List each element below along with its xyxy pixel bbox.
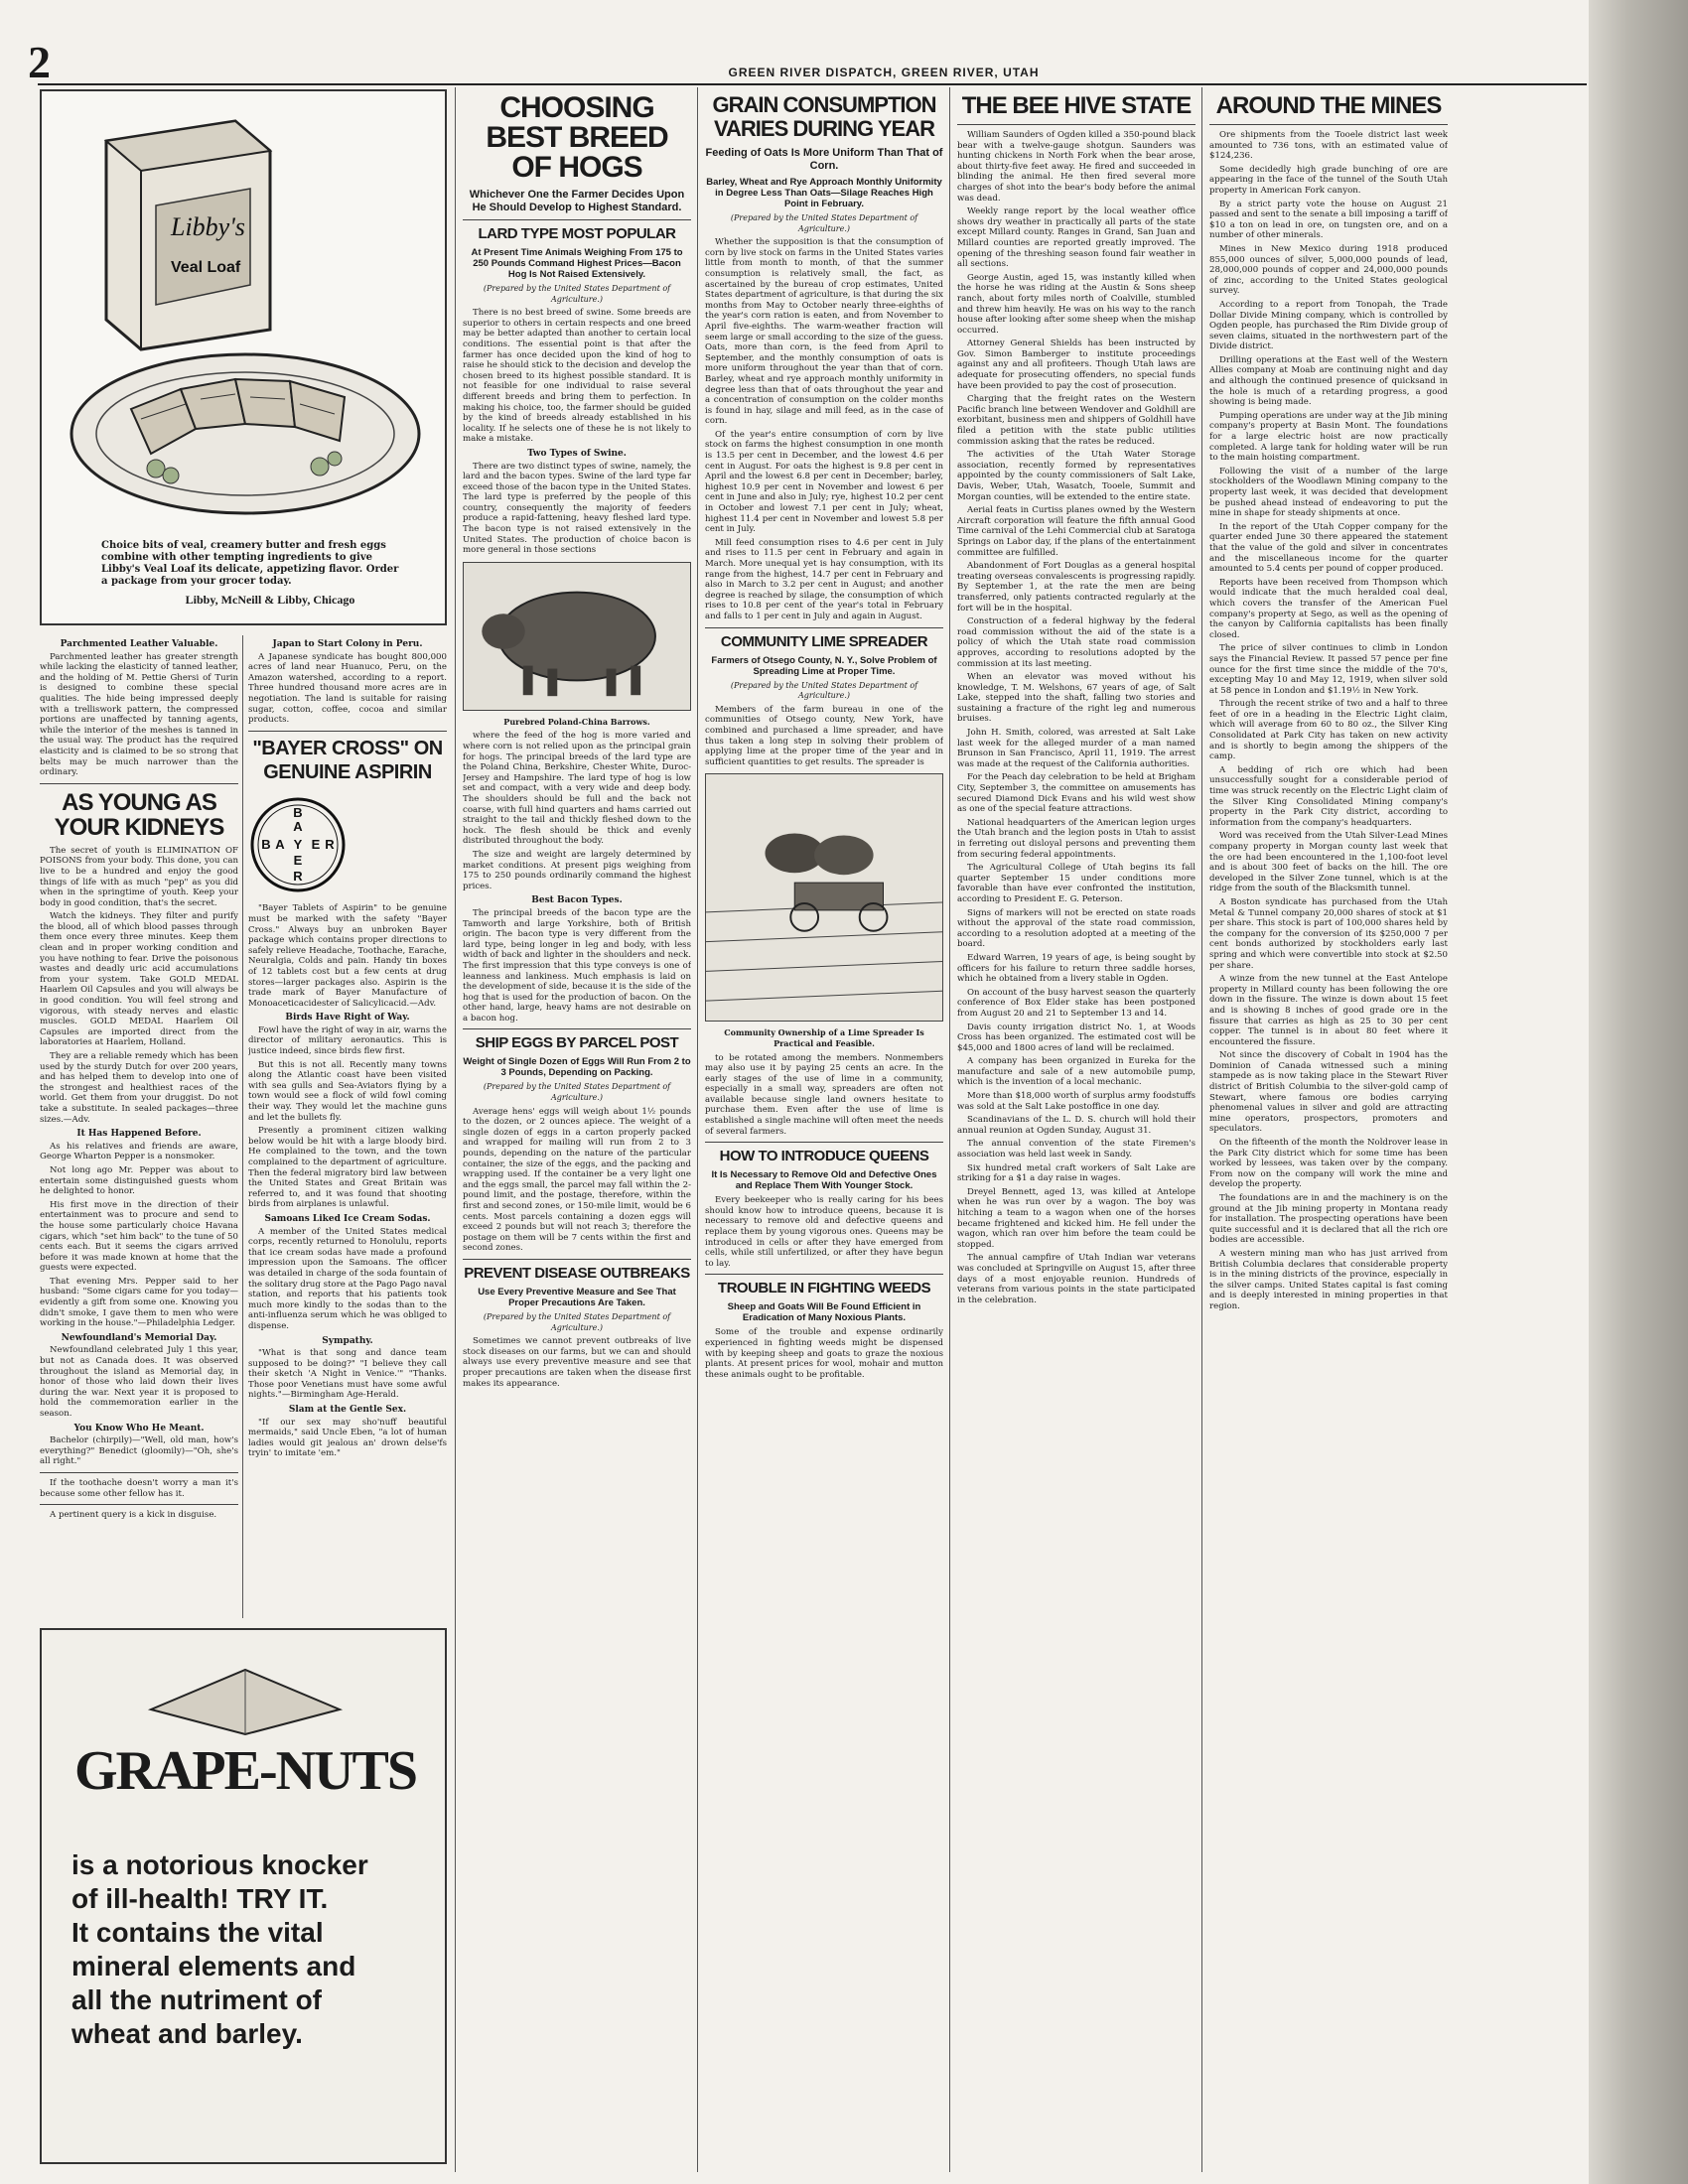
mines-item: Pumping operations are under way at the Jib mining company's property at Basin Mont. The foundations for a large electric hoist are now practically completed. A large tank for holding water will be run to the main hoisting compartment. — [1209, 410, 1448, 464]
disease-text: Sometimes we cannot prevent outbreaks of live stock diseases on our farms, but we can and should always use every preventive measure and see that proper precautions are taken when the disease first makes its appearance. — [463, 1336, 691, 1389]
grape-line-1: is a notorious knocker — [71, 1849, 368, 1880]
veal-loaf-plate-illustration — [62, 310, 429, 528]
mines-item: Not since the discovery of Cobalt in 1904 has the Dominion of Canada witnessed such a mining stampede as is now taking place in the Stewart River district of British Columbia to the silver-gold camp of Stewart, where famous ore bodies carrying phenomenal values in silver and gold are attracting mine operators, prospectors, promoters and speculators. — [1209, 1050, 1448, 1135]
beehive-item: John H. Smith, colored, was arrested at Salt Lake last week for the alleged murder of a man named Brunson in San Francisco, April 11, 1919. The arrest was made at the request of the California authorities. — [957, 728, 1196, 769]
page-number: 2 — [28, 37, 51, 87]
beehive-item: National headquarters of the American legion urges the Utah branch and the legion posts in Utah to assist in ferreting out disloyal persons and preventing them from securing federal appointments. — [957, 817, 1196, 860]
queens-headline: HOW TO INTRODUCE QUEENS — [719, 1148, 929, 1165]
grape-line-6: wheat and barley. — [71, 2018, 303, 2049]
weeds-headline: TROUBLE IN FIGHTING WEEDS — [717, 1280, 931, 1297]
newfoundland-head: Newfoundland's Memorial Day. — [61, 1332, 217, 1343]
beehive-item: Edward Warren, 19 years of age, is being sought by officers for his failure to return three saddle horses, which he obtained from a livery stable in Ogden. — [957, 952, 1196, 985]
mines-item: Mines in New Mexico during 1918 produced 855,000 ounces of silver, 5,000,000 pounds of lead, 28,000,000 pounds of copper and 24,000,000 pounds of zinc, according to the United States geological survey. — [1209, 243, 1448, 297]
happened-p2: Not long ago Mr. Pepper was about to entertain some distinguished guests whom he delighted to honor. — [40, 1164, 238, 1197]
column-rule — [1201, 87, 1202, 2172]
mines-item: The foundations are in and the machinery is on the ground at the Jib mining property in Montana ready for installation. The prospecting operations have been quite successful and it is declared that all the rich ore bodies are accessible. — [1209, 1193, 1448, 1246]
beehive-item: Dreyel Bennett, aged 13, was killed at Antelope when he was run over by a wagon. The boy was hitching a team to a wagon when one of the horses became frightened and kicked him. He fell under the wagon, which ran over him before the team could be stopped. — [957, 1186, 1196, 1250]
grape-nuts-copy — [71, 1848, 429, 2051]
beehive-item: When an elevator was moved without his knowledge, T. M. Welshons, 67 years of age, of Salt Lake, stepped into the shaft, falling two stories and sustaining a fracture of the right leg and numerous bruises. — [957, 672, 1196, 725]
disease-headline: PREVENT DISEASE OUTBREAKS — [464, 1264, 690, 1282]
weeds-text: Some of the trouble and expense ordinarily experienced in fighting weeds might be dispensed with by keeping sheep and goats to graze the noxious plants. At present prices for wool, mohair and mutton these animals ought to be profitable. — [705, 1327, 943, 1380]
lime-subhead: Farmers of Otsego County, N. Y., Solve Problem of Spreading Lime at Proper Time. — [711, 654, 937, 677]
eggs-subhead: Weight of Single Dozen of Eggs Will Run From 2 to 3 Pounds, Depending on Packing. — [463, 1056, 691, 1079]
beehive-item: The annual convention of the state Firemen's association was held last week in Sandy. — [957, 1139, 1196, 1160]
kidneys-p1: The secret of youth is ELIMINATION OF POISONS from your body. This done, you can live to be a hundred and enjoy the good things of life with as much "pep" as you did when in the springtime of youth. Keep your body in good condition, that's the secret. — [40, 845, 238, 908]
grape-line-4: mineral elements and — [71, 1951, 356, 1981]
usda-credit: (Prepared by the United States Department of Agriculture.) — [730, 213, 918, 233]
usda-credit: (Prepared by the United States Department of Agriculture.) — [483, 1311, 671, 1332]
beehive-item: A company has been organized in Eureka for the manufacture and sale of a new automobile pump, which is the invention of a local mechanic. — [957, 1056, 1196, 1088]
pig-illustration — [463, 562, 691, 711]
newfoundland-text: Newfoundland celebrated July 1 this year, but not as Canada does. It was observed throughout the island as Memorial day, in honor of those who laid down their lives during the war. Next year it is proposed to hold the commemoration earlier in the season. — [40, 1345, 238, 1419]
mines-item: By a strict party vote the house on August 21 passed and sent to the senate a bill imposing a tariff of $10 a ton on lead in ore, on tungsten ore, and on a number of other minerals. — [1209, 199, 1448, 241]
bayer-text: "Bayer Tablets of Aspirin" to be genuine must be marked with the safety "Bayer Cross." Always buy an unbroken Bayer package which contains proper directions to safely relieve Headache, Toothache, Earache, Neuralgia, Colds and pain. Handy tin boxes of 12 tablets cost but a few cents at drug stores—larger packages also. Aspirin is the trade mark of Bayer Manufacture of Monoaceticacidester of Salicylicacid.—Adv. — [248, 903, 447, 1009]
beehive-item: The activities of the Utah Water Storage association, recently formed by representatives appointed by the county commissioners of Salt Lake, Davis, Weber, Utah, Wasatch, Tooele, Summit and Morgan counties, will be extended to the entire state. — [957, 450, 1196, 502]
svg-text:A: A — [275, 836, 285, 852]
bayer-logo-y: Y — [293, 836, 303, 852]
column-rule — [697, 87, 698, 2172]
usda-credit: (Prepared by the United States Department of Agriculture.) — [730, 680, 918, 701]
beehive-item: William Saunders of Ogden killed a 350-pound black bear with a twelve-gauge shotgun. Saunders was hunting chickens in North Fork when the bear arose, about thirty-five feet away. He fired and succeeded in blinding the animal. He then fired several more charges of shot into the bear's body before the animal was dead. — [957, 130, 1196, 204]
mines-item: Some decidedly high grade bunching of ore are appearing in the face of the tunnel of the South Utah property in American Fork canyon. — [1209, 164, 1448, 196]
grain-headline: GRAIN CONSUMPTION VARIES DURING YEAR — [712, 92, 936, 141]
mines-item: Word was received from the Utah Silver-Lead Mines company property in Morgan county last week that the ore had been encountered in the 1,100-foot level and is about 300 feet of backs on the hill. The ore developed in the Silver Zone tunnel, which is at the ridge from the south of the Blacksmith tunnel. — [1209, 831, 1448, 894]
column-rule — [949, 87, 950, 2172]
mines-item: On the fifteenth of the month the Noldrover lease in the Park City district which for some time has been worked by lessees, was taken over by the company. From now on the company will work the mine and develop the property. — [1209, 1138, 1448, 1190]
samoans-text: A member of the United States medical corps, recently returned to Honolulu, reports that ice cream sodas have made a profound impression upon the Samoans. The officer was detailed in charge of the soda fountain of the solitary drug store at the Pago Pago naval station, and reports that his patients took much more kindly to the sodas than to the anti-influenza serum which he was obliged to dispense. — [248, 1226, 447, 1331]
column-6 — [1209, 87, 1448, 2172]
mines-item: Ore shipments from the Tooele district last week amounted to 736 tons, with an estimated value of $124,236. — [1209, 130, 1448, 162]
bayer-headline: "BAYER CROSS" ON GENUINE ASPIRIN — [252, 737, 443, 783]
libby-caption: Choice bits of veal, creamery butter and fresh eggs combine with other tempting ingredients to give Libby's Veal Loaf its delicate, appetizing flavor. Order a package from your grocer today. — [101, 540, 399, 587]
weeds-subhead: Sheep and Goats Will Be Found Efficient in Eradication of Many Noxious Plants. — [727, 1301, 921, 1324]
beehive-item: Weekly range report by the local weather office shows dry weather in practically all parts of the state except Millard county. Ranges in Grand, San Juan and Millard counties are reported greatly improved. The opening of the threshing season found fair weather in all sections. — [957, 206, 1196, 270]
grape-line-3: It contains the vital — [71, 1917, 324, 1948]
grain-p2: Of the year's entire consumption of corn by live stock on farms the highest consumption in one month is 13.5 per cent in December, and the lowest 4.6 per cent in August. For oats the highest is 9.8 per cent in April and the lowest 6.8 per cent in December; barley, highest 10.9 per cent in November and lowest 6 per cent in June and also in July; rye, highest 10.2 per cent in October and lowest 7.1 per cent in July; wheat, highest 11.4 per cent in November and lowest 5.8 per cent in July. — [705, 429, 943, 535]
mines-item: Drilling operations at the East well of the Western Allies company at Moab are continuing night and day and although the continued presence of quicksand in the hole is much of a retarding progress, a good showing is being made. — [1209, 354, 1448, 408]
meant-head: You Know Who He Meant. — [73, 1423, 205, 1433]
hogs-p1: There is no best breed of swine. Some breeds are superior to others in certain respects and one breed may be better adapted than another to certain local conditions. The essential point is that after the farmer has once decided upon the kind of hog to raise he should stick to the decision and develop the chosen breed to its highest possible standard. It is not feasible for one individual to raise several different breeds and bring them to perfection. In making his choice, too, the farmer should be guided by the kind of breeds already established in his locality. If he selects one of these he is not likely to make a mistake. — [463, 308, 691, 445]
japan-text: A Japanese syndicate has bought 800,000 acres of land near Huanuco, Peru, on the Amazon watershed, according to a report. Three hundred thousand more acres are in negotiation. The land is suitable for raising sugar, cotton, coffee, cocoa and similar products. — [248, 651, 447, 726]
beehive-item: Abandonment of Fort Douglas as a general hospital treating overseas convalescents is progressing rapidly. By September 1, at the rate the men are being transferred, only patients contracted regularly at the fort will be in the hospital. — [957, 561, 1196, 614]
lime-p2: to be rotated among the members. Nonmembers may also use it by paying 25 cents an acre. In the early stages of the use of lime in a community, especially in a small way, spreaders are often not available because single land owners hesitate to purchase them. Even after the use of lime is established a single machine will often meet the needs of several farmers. — [705, 1052, 943, 1137]
beehive-item: The annual campfire of Utah Indian war veterans was concluded at Springville on August 15, after three days of a most enjoyable reunion. Hundreds of veterans from various points in the state participated in the celebration. — [957, 1253, 1196, 1305]
pig-caption: Purebred Poland-China Barrows. — [503, 716, 650, 727]
column-rule — [455, 87, 456, 2172]
column-1 — [40, 635, 238, 1618]
beehive-item: On account of the busy harvest season the quarterly conference of Box Elder stake has been postponed from August 20 and 21 to September 13 and 14. — [957, 987, 1196, 1019]
beehive-item: Charging that the freight rates on the Western Pacific branch line between Wendover and Goldhill are exorbitant, business men and shippers of Goldhill have filed a petition with the state public utilities commission asking that the rates be reduced. — [957, 394, 1196, 447]
beehive-item: For the Peach day celebration to be held at Brigham City, September 3, the committee on amusements has secured Diamond Dick Evans and his wild west show as one of the special feature attractions. — [957, 772, 1196, 815]
grape-line-5: all the nutriment of — [71, 1984, 322, 2015]
column-4 — [705, 87, 943, 2172]
kidneys-headline: AS YOUNG AS YOUR KIDNEYS — [54, 788, 224, 841]
disease-subhead: Use Every Preventive Measure and See That Proper Precautions Are Taken. — [478, 1286, 676, 1308]
grape-nuts-title: GRAPE-NUTS — [73, 1740, 417, 1802]
slam-head: Slam at the Gentle Sex. — [288, 1405, 407, 1416]
lime-spreader-illustration — [705, 773, 943, 1022]
beehive-item: Scandinavians of the L. D. S. church will hold their annual reunion at Ogden Sunday, August 31. — [957, 1115, 1196, 1136]
beehive-item: Attorney General Shields has been instructed by Gov. Simon Bamberger to institute proceedings against any and all profiteers. Though Utah laws are adequate for prosecuting offenders, no special funds have been provided to pay the cost of prosecution. — [957, 339, 1196, 391]
beehive-item: Davis county irrigation district No. 1, at Woods Cross has been organized. The estimated cost will be $45,000 and 1800 acres of land will be reclaimed. — [957, 1022, 1196, 1053]
hogs-headline: CHOOSING BEST BREED OF HOGS — [486, 91, 668, 184]
grain-p3: Mill feed consumption rises to 4.6 per cent in July and rises to 11.5 per cent in February and again in March. More unequal yet is hay consumption, with its range from the highest, 14.7 per cent in February and also in March to 3.2 per cent in August; and another degree is reached by silage, the consumption of which rises to 10.8 per cent of the year's total in February and falls to 1 per cent in July and again in August. — [705, 537, 943, 621]
svg-text:E: E — [293, 852, 303, 868]
beehive-item: Six hundred metal craft workers of Salt Lake are striking for a $1 a day raise in wages. — [957, 1162, 1196, 1184]
mines-item: Reports have been received from Thompson which would indicate that the much heralded coal deal, which covers the transfer of the American Fuel company's property at Sego, as well as the opening of the canyon by California capitalists has been finally closed. — [1209, 577, 1448, 640]
mines-item: According to a report from Tonopah, the Trade Dollar Divide Mining company, which is controlled by Ogden people, has purchased the Rim Divide group of seven claims, situated in the northwestern part of the Divide district. — [1209, 299, 1448, 352]
happened-p1: As his relatives and friends are aware, George Wharton Pepper is a nonsmoker. — [40, 1141, 238, 1162]
hogs-p5: The principal breeds of the bacon type are the Tamworth and large Yorkshire, both of British origin. The bacon type is very different from the lard type, being longer in leg and body, with less width of back and lighter in the shoulders and neck. The first impression that this type conveys is one of leanness and lankiness. Much emphasis is laid on the development of side, because it is the side of the hog that is used for the production of bacon. On the other hand, large, heavy hams are not desirable on a bacon hog. — [463, 907, 691, 1024]
grape-nuts-ad — [40, 1628, 447, 2164]
grape-nuts-package-illustration — [131, 1650, 359, 1739]
queens-subhead: It Is Necessary to Remove Old and Defective Ones and Replace Them With Younger Stock. — [711, 1169, 937, 1192]
hogs-p3: where the feed of the hog is more varied and where corn is not relied upon as the principal grain for hogs. The principal breeds of the lard type are the Poland China, Berkshire, Chester White, Duroc-Jersey and Hampshire. The lard type of hog is low set and compact, with a very wide and deep body. The shoulders should be full and the back not coarse, with full hind quarters and hams carried out straight to the tail and thickly fleshed down to the hock. The flesh should be thick and evenly distributed throughout the body. — [463, 731, 691, 847]
birds-p2: But this is not all. Recently many towns along the Atlantic coast have been visited with sea gulls and Sea-Aviators flying by a town would see a flock of wild fowl coming their way. They would let the machine guns and let the bullets fly. — [248, 1059, 447, 1123]
leather-text: Parchmented leather has greater strength while lacking the elasticity of tanned leather, and the holding of M. Pettie Ghersi of Turin is designed to combine these special qualities. The hide being impressed deeply with a trelliswork pattern, the compressed portions are unaffected by tanning agents, while the interior of the meshes is tanned in the usual way. The product has the required elasticity and is claimed to be so strong that belts may be much narrower than the ordinary. — [40, 651, 238, 778]
mines-item: A Boston syndicate has purchased from the Utah Metal & Tunnel company 20,000 shares of stock at $1 per share. This stock is part of 100,000 shares held by the company for the conversion of its $250,000 7 per cent bonds authorized by stockholders early last spring and which were convertible into stock at $2.50 per share. — [1209, 896, 1448, 971]
svg-text:A: A — [293, 818, 303, 834]
masthead: GREEN RIVER DISPATCH, GREEN RIVER, UTAH — [728, 66, 1040, 79]
column-5 — [957, 87, 1196, 2172]
grain-p1: Whether the supposition is that the consumption of corn by live stock on farms in the United States varies little from month to month, of that the summer consumption is relatively small, the fact, as ascertained by the bureau of crop estimates, United States department of agriculture, is that during the six months from May to October nearly three-eighths of the year's corn ration is eaten, and from November to April five-eighths. The warm-weather fraction will seem large or small according to the size of the guess. Oats, more than corn, is the feed from April to September, and the monthly consumption of oats is more uniform throughout the year than that of corn. Barley, wheat and rye approach monthly uniformity in degree less than that of oats throughout the year and a concentration of consumption on the colder months is found in hay, silage and mill feed, as in the case of corn. — [705, 237, 943, 427]
libby-ad — [40, 89, 447, 625]
svg-text:B: B — [293, 804, 303, 820]
can-product: Veal Loaf — [171, 259, 241, 276]
sympathy-head: Sympathy. — [322, 1335, 373, 1346]
svg-text:B: B — [261, 836, 271, 852]
query-text: A pertinent query is a kick in disguise. — [50, 1510, 217, 1521]
usda-credit: (Prepared by the United States Department of Agriculture.) — [483, 1082, 671, 1103]
mines-headline: AROUND THE MINES — [1215, 92, 1442, 119]
mines-item: In the report of the Utah Copper company for the quarter ended June 30 there appeared the statement that the value of the gold and silver in concentrates and the miscellaneous income for the quarter amounted to 5.4 cents per pound of copper produced. — [1209, 521, 1448, 575]
column-2 — [248, 635, 447, 1618]
meant-text: Bachelor (chirpily)—"Well, old man, how's everything?" Benedict (gloomily)—"Oh, she's all right." — [40, 1435, 238, 1467]
lime-headline: COMMUNITY LIME SPREADER — [720, 632, 928, 650]
types-head: Two Types of Swine. — [527, 448, 627, 459]
svg-text:R: R — [293, 868, 303, 884]
svg-text:R: R — [325, 836, 335, 852]
beehive-item: George Austin, aged 15, was instantly killed when the horse he was riding at the Austin & Sons sheep ranch, about forty miles north of Coalville, stumbled and threw him heavily. He was on his way to the ranch house after looking after some sheep when the mishap occurred. — [957, 272, 1196, 336]
lard-headline: LARD TYPE MOST POPULAR — [478, 225, 676, 242]
japan-head: Japan to Start Colony in Peru. — [272, 639, 423, 649]
beehive-item: Construction of a federal highway by the federal road commission without the aid of the state is a policy of which the Utah state road commission approves, according to resolutions adopted by the commission at its last meeting. — [957, 616, 1196, 669]
hogs-subhead: Whichever One the Farmer Decides Upon He Should Develop to Highest Standard. — [469, 189, 685, 213]
lime-p1: Members of the farm bureau in one of the communities of Otsego county, New York, have combined and purchased a lime spreader, and have thus taken a long step in solving their problem of applying lime at the proper time of the year and in sufficient quantities to get results. The spreader is — [705, 704, 943, 767]
masthead-rule — [38, 83, 1587, 85]
happened-p3: His first move in the direction of their entertainment was to procure and send to the house some particularly choice Havana cigars, which "set him back" to the tune of 50 cents each. But it seems the cigars arrived before it was made known at home that the guests were expected. — [40, 1199, 238, 1274]
eggs-headline: SHIP EGGS BY PARCEL POST — [475, 1034, 679, 1052]
mines-item: Through the recent strike of two and a half to three feet of ore in a heading in the Electric Light claim, which will average from 60 to 80 oz., the Silver King Consolidated at Park City has taken on new activity and is shortly to begin among the shippers of the camp. — [1209, 699, 1448, 762]
can-brand: Libby's — [171, 212, 245, 241]
lime-caption: Community Ownership of a Lime Spreader Is Practical and Feasible. — [724, 1027, 924, 1048]
beehive-item: Aerial feats in Curtiss planes owned by the Western Aircraft corporation will feature the fifth annual Good Time carnival of the Lehi Commercial club at Saratoga Springs on Labor day, if the plans of the entertainment committee are fulfilled. — [957, 505, 1196, 558]
beehive-item: Signs of markers will not be erected on state roads without the approval of the state road commission, according to a resolution adopted at a meeting of the board. — [957, 907, 1196, 950]
beehive-item: The Agricultural College of Utah begins its fall quarter September 15 under conditions more favorable than have ever confronted the institution, according to President E. G. Peterson. — [957, 863, 1196, 904]
birds-p1: Fowl have the right of way in air, warns the director of military aeronautics. This is justice indeed, since birds flew first. — [248, 1024, 447, 1057]
grain-subhead-2: Barley, Wheat and Rye Approach Monthly Uniformity in Degree Less Than Oats—Silage Reaches High Point in February. — [706, 177, 942, 209]
svg-text:E: E — [311, 836, 321, 852]
beehive-headline: THE BEE HIVE STATE — [961, 92, 1192, 119]
mines-item: Following the visit of a number of the large stockholders of the Woodlawn Mining company to the property last week, it was decided that development be pushed ahead instead of endeavoring to put the mine in shape for steady shipments at once. — [1209, 466, 1448, 519]
column-rule — [242, 635, 243, 1618]
hogs-p2: There are two distinct types of swine, namely, the lard and the bacon types. Swine of the lard type far exceed those of the bacon type in the United States. The lard type is preferred by the people of this country, consequently the majority of feeders produce a rapid-fattening, heavy fleshed lard type. The bacon type is not raised extensively in the United States. The production of choice bacon is more general in those sections — [463, 461, 691, 556]
birds-p3: Presently a prominent citizen walking below would be hit with a large bloody bird. He complained to the town, and the town complained to the department of agriculture. Then the federal migratory bird law between the United States and Great Britain was referred to, and it was found that shooting birds from airplanes is unlawful. — [248, 1126, 447, 1210]
usda-credit: (Prepared by the United States Department of Agriculture.) — [483, 284, 671, 304]
happened-head: It Has Happened Before. — [76, 1129, 202, 1140]
grain-subhead: Feeding of Oats Is More Uniform Than That of Corn. — [705, 147, 943, 172]
mines-item: A bedding of rich ore which had been unsuccessfully sought for a considerable period of time was struck recently on the Electric Light claim of the Silver King Consolidated Mining company's property in the Park City district, according to information from the company's headquarters. — [1209, 764, 1448, 828]
grape-line-2: of ill-health! TRY IT. — [71, 1883, 329, 1914]
beehive-item: More than $18,000 worth of surplus army foodstuffs was sold at the Salt Lake postoffice in one day. — [957, 1091, 1196, 1112]
toothache-text: If the toothache doesn't worry a man it's because some other fellow has it. — [40, 1477, 238, 1499]
lard-subhead: At Present Time Animals Weighing From 175 to 250 Pounds Command Highest Prices—Bacon Hog Is Not Raised Extensively. — [471, 247, 683, 280]
leather-head: Parchmented Leather Valuable. — [60, 639, 218, 649]
birds-head: Birds Have Right of Way. — [285, 1013, 410, 1024]
queens-text: Every beekeeper who is really caring for his bees should know how to introduce queens, because it is necessary to remove old and defective queens and replace them by young vigorous ones. Queens may be introduced in cells or after they have emerged from cells, while still unfertilized, or after they have begun to lay. — [705, 1195, 943, 1269]
mines-item: A winze from the new tunnel at the East Antelope property in Millard county has been following the ore down in the fissure. The winze is down about 15 feet and is showing 8 inches of good grade ore in the fissure that carries as high as 25 to 30 per cent copper. The tunnel is in about 80 feet where it encountered the fissure. — [1209, 974, 1448, 1047]
column-3 — [463, 87, 691, 2172]
sympathy-text: "What is that song and dance team supposed to be doing?" "I believe they call their sketch 'A Night in Venice.'" "Thanks. Those poor Venetians must have some awful nights."—Birmingham Age-Herald. — [248, 1348, 447, 1401]
mines-item: The price of silver continues to climb in London says the Financial Review. It passed 57 pence per fine ounce for the first time since the middle of the 70's, excepting May 10 and May 12, 1919, when silver sold at 58 pence in London and $1.19½ in New York. — [1209, 643, 1448, 696]
kidneys-p3: They are a reliable remedy which has been used by the sturdy Dutch for over 200 years, and has helped them to develop into one of the strongest and healthiest races of the world. Get them from your druggist. Do not take a substitute. In sealed packages—three sizes.—Adv. — [40, 1051, 238, 1125]
page-edge-shadow — [1589, 0, 1688, 2184]
libby-signature: Libby, McNeill & Libby, Chicago — [185, 593, 355, 607]
hogs-p4: The size and weight are largely determined by market conditions. At present pigs weighing from 175 to 250 pounds ordinarily command the highest prices. — [463, 849, 691, 891]
eggs-text: Average hens' eggs will weigh about 1½ pounds to the dozen, or 2 ounces apiece. The weight of a single dozen of eggs in a carton properly packed and wrapped for mailing will run from 2 to 3 pounds, depending on the nature of the particular container, the size of the eggs, and the packing and wrapping used. If the container be a very light one and the eggs small, the parcel may fall within the 2-pound limit, and the postage, therefore, within the first and second zones, or 150-mile limit, would be 6 cents. Most parcels containing a dozen eggs will exceed 2 pounds but will not reach 3; therefore the postage on them will be 7 cents within the first and second zones. — [463, 1106, 691, 1254]
mines-item: A western mining man who has just arrived from British Columbia declares that considerable property is in the mining districts of the province, especially in the silver camps. United States capital is fast coming and is deeply interested in mining properties in that region. — [1209, 1248, 1448, 1311]
kidneys-p2: Watch the kidneys. They filter and purify the blood, all of which blood passes through them once every three minutes. Keep them clean and in proper working condition and you have nothing to fear. Drive the poisonous wastes and deadly uric acid accumulations from your system. Take GOLD MEDAL Haarlem Oil Capsules and you will always be in good condition. You will feel strong and vigorous, with steady nerves and elastic muscles. GOLD MEDAL Haarlem Oil Capsules are imported direct from the laboratories at Haarlem, Holland. — [40, 911, 238, 1048]
bacon-head: Best Bacon Types. — [531, 895, 623, 906]
samoans-head: Samoans Liked Ice Cream Sodas. — [264, 1213, 431, 1224]
happened-p4: That evening Mrs. Pepper said to her husband: "Some cigars came for you today—evidently a gift from some one. Knowing you didn't smoke, I gave them to men who were working in the house."—Philadelphia Ledger. — [40, 1276, 238, 1329]
bayer-cross-logo — [248, 795, 348, 894]
slam-text: "If our sex may sho'nuff beautiful mermaids," said Uncle Eben, "a lot of human ladies would git jealous an' drown delse'fs tryin' to imitate 'em." — [248, 1417, 447, 1459]
